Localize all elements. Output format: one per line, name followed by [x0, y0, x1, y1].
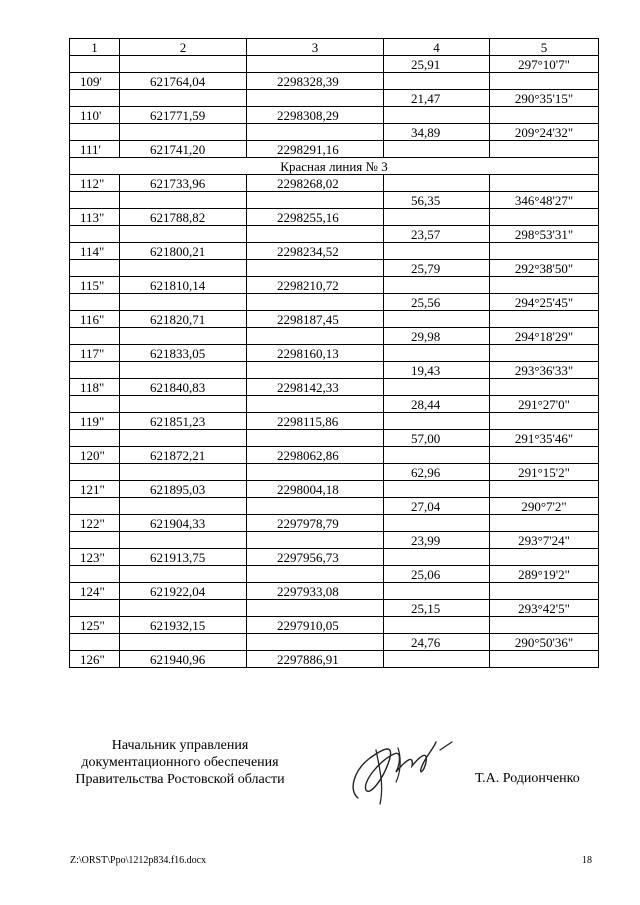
- distance-cell: 21,47: [384, 90, 490, 107]
- x-coordinate-cell: 621820,71: [120, 311, 247, 328]
- empty-cell: [70, 532, 120, 549]
- point-number-cell: 120": [70, 447, 120, 464]
- distance-cell: 25,79: [384, 260, 490, 277]
- distance-cell: 25,15: [384, 600, 490, 617]
- point-number-cell: 119": [70, 413, 120, 430]
- point-number-cell: 113": [70, 209, 120, 226]
- empty-cell: [120, 226, 247, 243]
- direction-angle-cell: 293°36'33": [490, 362, 599, 379]
- x-coordinate-cell: 621940,96: [120, 651, 247, 668]
- segment-row: [70, 464, 599, 481]
- y-coordinate-cell: 2298187,45: [247, 311, 384, 328]
- empty-cell: [384, 277, 490, 294]
- empty-cell: [247, 362, 384, 379]
- segment-row: [70, 600, 599, 617]
- empty-cell: [384, 107, 490, 124]
- empty-cell: [247, 634, 384, 651]
- x-coordinate-cell: 621810,14: [120, 277, 247, 294]
- empty-cell: [120, 566, 247, 583]
- empty-cell: [120, 192, 247, 209]
- empty-cell: [120, 396, 247, 413]
- empty-cell: [490, 515, 599, 532]
- empty-cell: [384, 73, 490, 90]
- distance-cell: 25,56: [384, 294, 490, 311]
- distance-cell: 29,98: [384, 328, 490, 345]
- header-cell-1: 1: [70, 39, 120, 56]
- empty-cell: [247, 260, 384, 277]
- footer-file-path: Z:\ORST\Ppo\1212p834.f16.docx: [70, 855, 207, 866]
- point-number-cell: 116": [70, 311, 120, 328]
- x-coordinate-cell: 621764,04: [120, 73, 247, 90]
- direction-angle-cell: 290°35'15": [490, 90, 599, 107]
- y-coordinate-cell: 2298255,16: [247, 209, 384, 226]
- x-coordinate-cell: 621800,21: [120, 243, 247, 260]
- segment-row: [70, 192, 599, 209]
- empty-cell: [70, 328, 120, 345]
- empty-cell: [490, 379, 599, 396]
- empty-cell: [70, 56, 120, 73]
- point-row: [70, 549, 599, 566]
- empty-cell: [120, 532, 247, 549]
- direction-angle-cell: 297°10'7": [490, 56, 599, 73]
- distance-cell: 34,89: [384, 124, 490, 141]
- signer-name: Т.А. Родионченко: [475, 771, 580, 786]
- table-header-row: [70, 39, 599, 56]
- empty-cell: [384, 379, 490, 396]
- x-coordinate-cell: 621840,83: [120, 379, 247, 396]
- point-row: [70, 515, 599, 532]
- y-coordinate-cell: 2298268,02: [247, 175, 384, 192]
- header-cell-3: 3: [247, 39, 384, 56]
- empty-cell: [70, 396, 120, 413]
- segment-row: [70, 328, 599, 345]
- empty-cell: [384, 617, 490, 634]
- distance-cell: 28,44: [384, 396, 490, 413]
- empty-cell: [247, 226, 384, 243]
- empty-cell: [70, 634, 120, 651]
- empty-cell: [247, 124, 384, 141]
- empty-cell: [247, 430, 384, 447]
- direction-angle-cell: 289°19'2": [490, 566, 599, 583]
- empty-cell: [70, 294, 120, 311]
- y-coordinate-cell: 2297910,05: [247, 617, 384, 634]
- header-cell-2: 2: [120, 39, 247, 56]
- empty-cell: [384, 515, 490, 532]
- direction-angle-cell: 293°42'5": [490, 600, 599, 617]
- empty-cell: [247, 498, 384, 515]
- direction-angle-cell: 294°25'45": [490, 294, 599, 311]
- empty-cell: [70, 566, 120, 583]
- empty-cell: [247, 532, 384, 549]
- empty-cell: [490, 175, 599, 192]
- point-number-cell: 126": [70, 651, 120, 668]
- distance-cell: 57,00: [384, 430, 490, 447]
- point-number-cell: 115": [70, 277, 120, 294]
- point-number-cell: 111': [70, 141, 120, 158]
- empty-cell: [384, 311, 490, 328]
- point-row: [70, 379, 599, 396]
- direction-angle-cell: 291°27'0": [490, 396, 599, 413]
- empty-cell: [247, 192, 384, 209]
- segment-row: [70, 362, 599, 379]
- empty-cell: [120, 498, 247, 515]
- empty-cell: [120, 328, 247, 345]
- x-coordinate-cell: 621771,59: [120, 107, 247, 124]
- segment-row: [70, 532, 599, 549]
- empty-cell: [490, 549, 599, 566]
- x-coordinate-cell: 621833,05: [120, 345, 247, 362]
- empty-cell: [247, 566, 384, 583]
- distance-cell: 25,06: [384, 566, 490, 583]
- distance-cell: 27,04: [384, 498, 490, 515]
- direction-angle-cell: 209°24'32": [490, 124, 599, 141]
- section-row: [70, 158, 599, 175]
- empty-cell: [70, 192, 120, 209]
- point-number-cell: 124": [70, 583, 120, 600]
- point-number-cell: 123": [70, 549, 120, 566]
- empty-cell: [490, 447, 599, 464]
- empty-cell: [490, 73, 599, 90]
- distance-cell: 23,57: [384, 226, 490, 243]
- empty-cell: [70, 226, 120, 243]
- signer-position: [60, 737, 300, 788]
- point-number-cell: 118": [70, 379, 120, 396]
- x-coordinate-cell: 621932,15: [120, 617, 247, 634]
- direction-angle-cell: 290°7'2": [490, 498, 599, 515]
- distance-cell: 19,43: [384, 362, 490, 379]
- x-coordinate-cell: 621872,21: [120, 447, 247, 464]
- segment-row: [70, 90, 599, 107]
- section-label: Красная линия № 3: [70, 158, 599, 175]
- empty-cell: [490, 413, 599, 430]
- y-coordinate-cell: 2298004,18: [247, 481, 384, 498]
- point-row: [70, 447, 599, 464]
- empty-cell: [247, 600, 384, 617]
- point-row: [70, 73, 599, 90]
- distance-cell: 56,35: [384, 192, 490, 209]
- point-number-cell: 117": [70, 345, 120, 362]
- empty-cell: [120, 634, 247, 651]
- segment-row: [70, 56, 599, 73]
- segment-row: [70, 566, 599, 583]
- y-coordinate-cell: 2298062,86: [247, 447, 384, 464]
- segment-row: [70, 498, 599, 515]
- point-row: [70, 583, 599, 600]
- empty-cell: [384, 209, 490, 226]
- empty-cell: [120, 90, 247, 107]
- empty-cell: [384, 141, 490, 158]
- y-coordinate-cell: 2298291,16: [247, 141, 384, 158]
- empty-cell: [490, 345, 599, 362]
- y-coordinate-cell: 2298308,29: [247, 107, 384, 124]
- y-coordinate-cell: 2297933,08: [247, 583, 384, 600]
- empty-cell: [120, 362, 247, 379]
- point-row: [70, 107, 599, 124]
- empty-cell: [70, 260, 120, 277]
- point-row: [70, 617, 599, 634]
- empty-cell: [120, 56, 247, 73]
- empty-cell: [70, 464, 120, 481]
- empty-cell: [120, 600, 247, 617]
- x-coordinate-cell: 621741,20: [120, 141, 247, 158]
- point-row: [70, 311, 599, 328]
- header-cell-5: 5: [490, 39, 599, 56]
- empty-cell: [384, 549, 490, 566]
- point-row: [70, 141, 599, 158]
- empty-cell: [120, 464, 247, 481]
- y-coordinate-cell: 2298210,72: [247, 277, 384, 294]
- x-coordinate-cell: 621904,33: [120, 515, 247, 532]
- empty-cell: [70, 90, 120, 107]
- empty-cell: [384, 583, 490, 600]
- y-coordinate-cell: 2298142,33: [247, 379, 384, 396]
- segment-row: [70, 260, 599, 277]
- distance-cell: 23,99: [384, 532, 490, 549]
- header-cell-4: 4: [384, 39, 490, 56]
- direction-angle-cell: 298°53'31": [490, 226, 599, 243]
- segment-row: [70, 430, 599, 447]
- point-number-cell: 114": [70, 243, 120, 260]
- y-coordinate-cell: 2298160,13: [247, 345, 384, 362]
- empty-cell: [70, 600, 120, 617]
- segment-row: [70, 396, 599, 413]
- empty-cell: [490, 651, 599, 668]
- point-row: [70, 277, 599, 294]
- direction-angle-cell: 291°15'2": [490, 464, 599, 481]
- empty-cell: [490, 243, 599, 260]
- empty-cell: [120, 294, 247, 311]
- x-coordinate-cell: 621913,75: [120, 549, 247, 566]
- segment-row: [70, 294, 599, 311]
- point-row: [70, 209, 599, 226]
- direction-angle-cell: 290°50'36": [490, 634, 599, 651]
- empty-cell: [384, 481, 490, 498]
- empty-cell: [490, 277, 599, 294]
- empty-cell: [490, 141, 599, 158]
- empty-cell: [70, 362, 120, 379]
- point-number-cell: 109': [70, 73, 120, 90]
- empty-cell: [247, 294, 384, 311]
- x-coordinate-cell: 621895,03: [120, 481, 247, 498]
- point-row: [70, 481, 599, 498]
- empty-cell: [384, 345, 490, 362]
- empty-cell: [384, 175, 490, 192]
- point-number-cell: 110': [70, 107, 120, 124]
- empty-cell: [120, 260, 247, 277]
- signer-position-line: Начальник управления: [111, 738, 249, 753]
- direction-angle-cell: 291°35'46": [490, 430, 599, 447]
- point-row: [70, 175, 599, 192]
- distance-cell: 25,91: [384, 56, 490, 73]
- point-number-cell: 121": [70, 481, 120, 498]
- empty-cell: [247, 328, 384, 345]
- empty-cell: [120, 430, 247, 447]
- coordinates-table: [69, 38, 599, 668]
- point-row: [70, 345, 599, 362]
- x-coordinate-cell: 621851,23: [120, 413, 247, 430]
- x-coordinate-cell: 621733,96: [120, 175, 247, 192]
- empty-cell: [384, 447, 490, 464]
- direction-angle-cell: 292°38'50": [490, 260, 599, 277]
- direction-angle-cell: 346°48'27": [490, 192, 599, 209]
- signer-position-line: Правительства Ростовской области: [75, 772, 285, 787]
- x-coordinate-cell: 621922,04: [120, 583, 247, 600]
- y-coordinate-cell: 2297956,73: [247, 549, 384, 566]
- segment-row: [70, 124, 599, 141]
- distance-cell: 62,96: [384, 464, 490, 481]
- point-row: [70, 413, 599, 430]
- direction-angle-cell: 293°7'24": [490, 532, 599, 549]
- empty-cell: [120, 124, 247, 141]
- empty-cell: [490, 481, 599, 498]
- empty-cell: [490, 583, 599, 600]
- segment-row: [70, 226, 599, 243]
- y-coordinate-cell: 2297886,91: [247, 651, 384, 668]
- handwritten-signature: [340, 720, 460, 810]
- empty-cell: [247, 464, 384, 481]
- y-coordinate-cell: 2298328,39: [247, 73, 384, 90]
- footer-page-number: 18: [582, 855, 592, 866]
- empty-cell: [70, 430, 120, 447]
- empty-cell: [247, 56, 384, 73]
- signer-position-line: документационного обеспечения: [81, 755, 279, 770]
- empty-cell: [490, 617, 599, 634]
- point-number-cell: 122": [70, 515, 120, 532]
- empty-cell: [384, 413, 490, 430]
- x-coordinate-cell: 621788,82: [120, 209, 247, 226]
- direction-angle-cell: 294°18'29": [490, 328, 599, 345]
- empty-cell: [247, 90, 384, 107]
- point-number-cell: 112": [70, 175, 120, 192]
- y-coordinate-cell: 2298115,86: [247, 413, 384, 430]
- point-row: [70, 651, 599, 668]
- point-number-cell: 125": [70, 617, 120, 634]
- empty-cell: [70, 124, 120, 141]
- empty-cell: [490, 311, 599, 328]
- point-row: [70, 243, 599, 260]
- empty-cell: [490, 209, 599, 226]
- y-coordinate-cell: 2297978,79: [247, 515, 384, 532]
- y-coordinate-cell: 2298234,52: [247, 243, 384, 260]
- empty-cell: [247, 396, 384, 413]
- empty-cell: [384, 651, 490, 668]
- segment-row: [70, 634, 599, 651]
- empty-cell: [384, 243, 490, 260]
- empty-cell: [490, 107, 599, 124]
- distance-cell: 24,76: [384, 634, 490, 651]
- empty-cell: [70, 498, 120, 515]
- coordinates-table-body: [70, 39, 599, 668]
